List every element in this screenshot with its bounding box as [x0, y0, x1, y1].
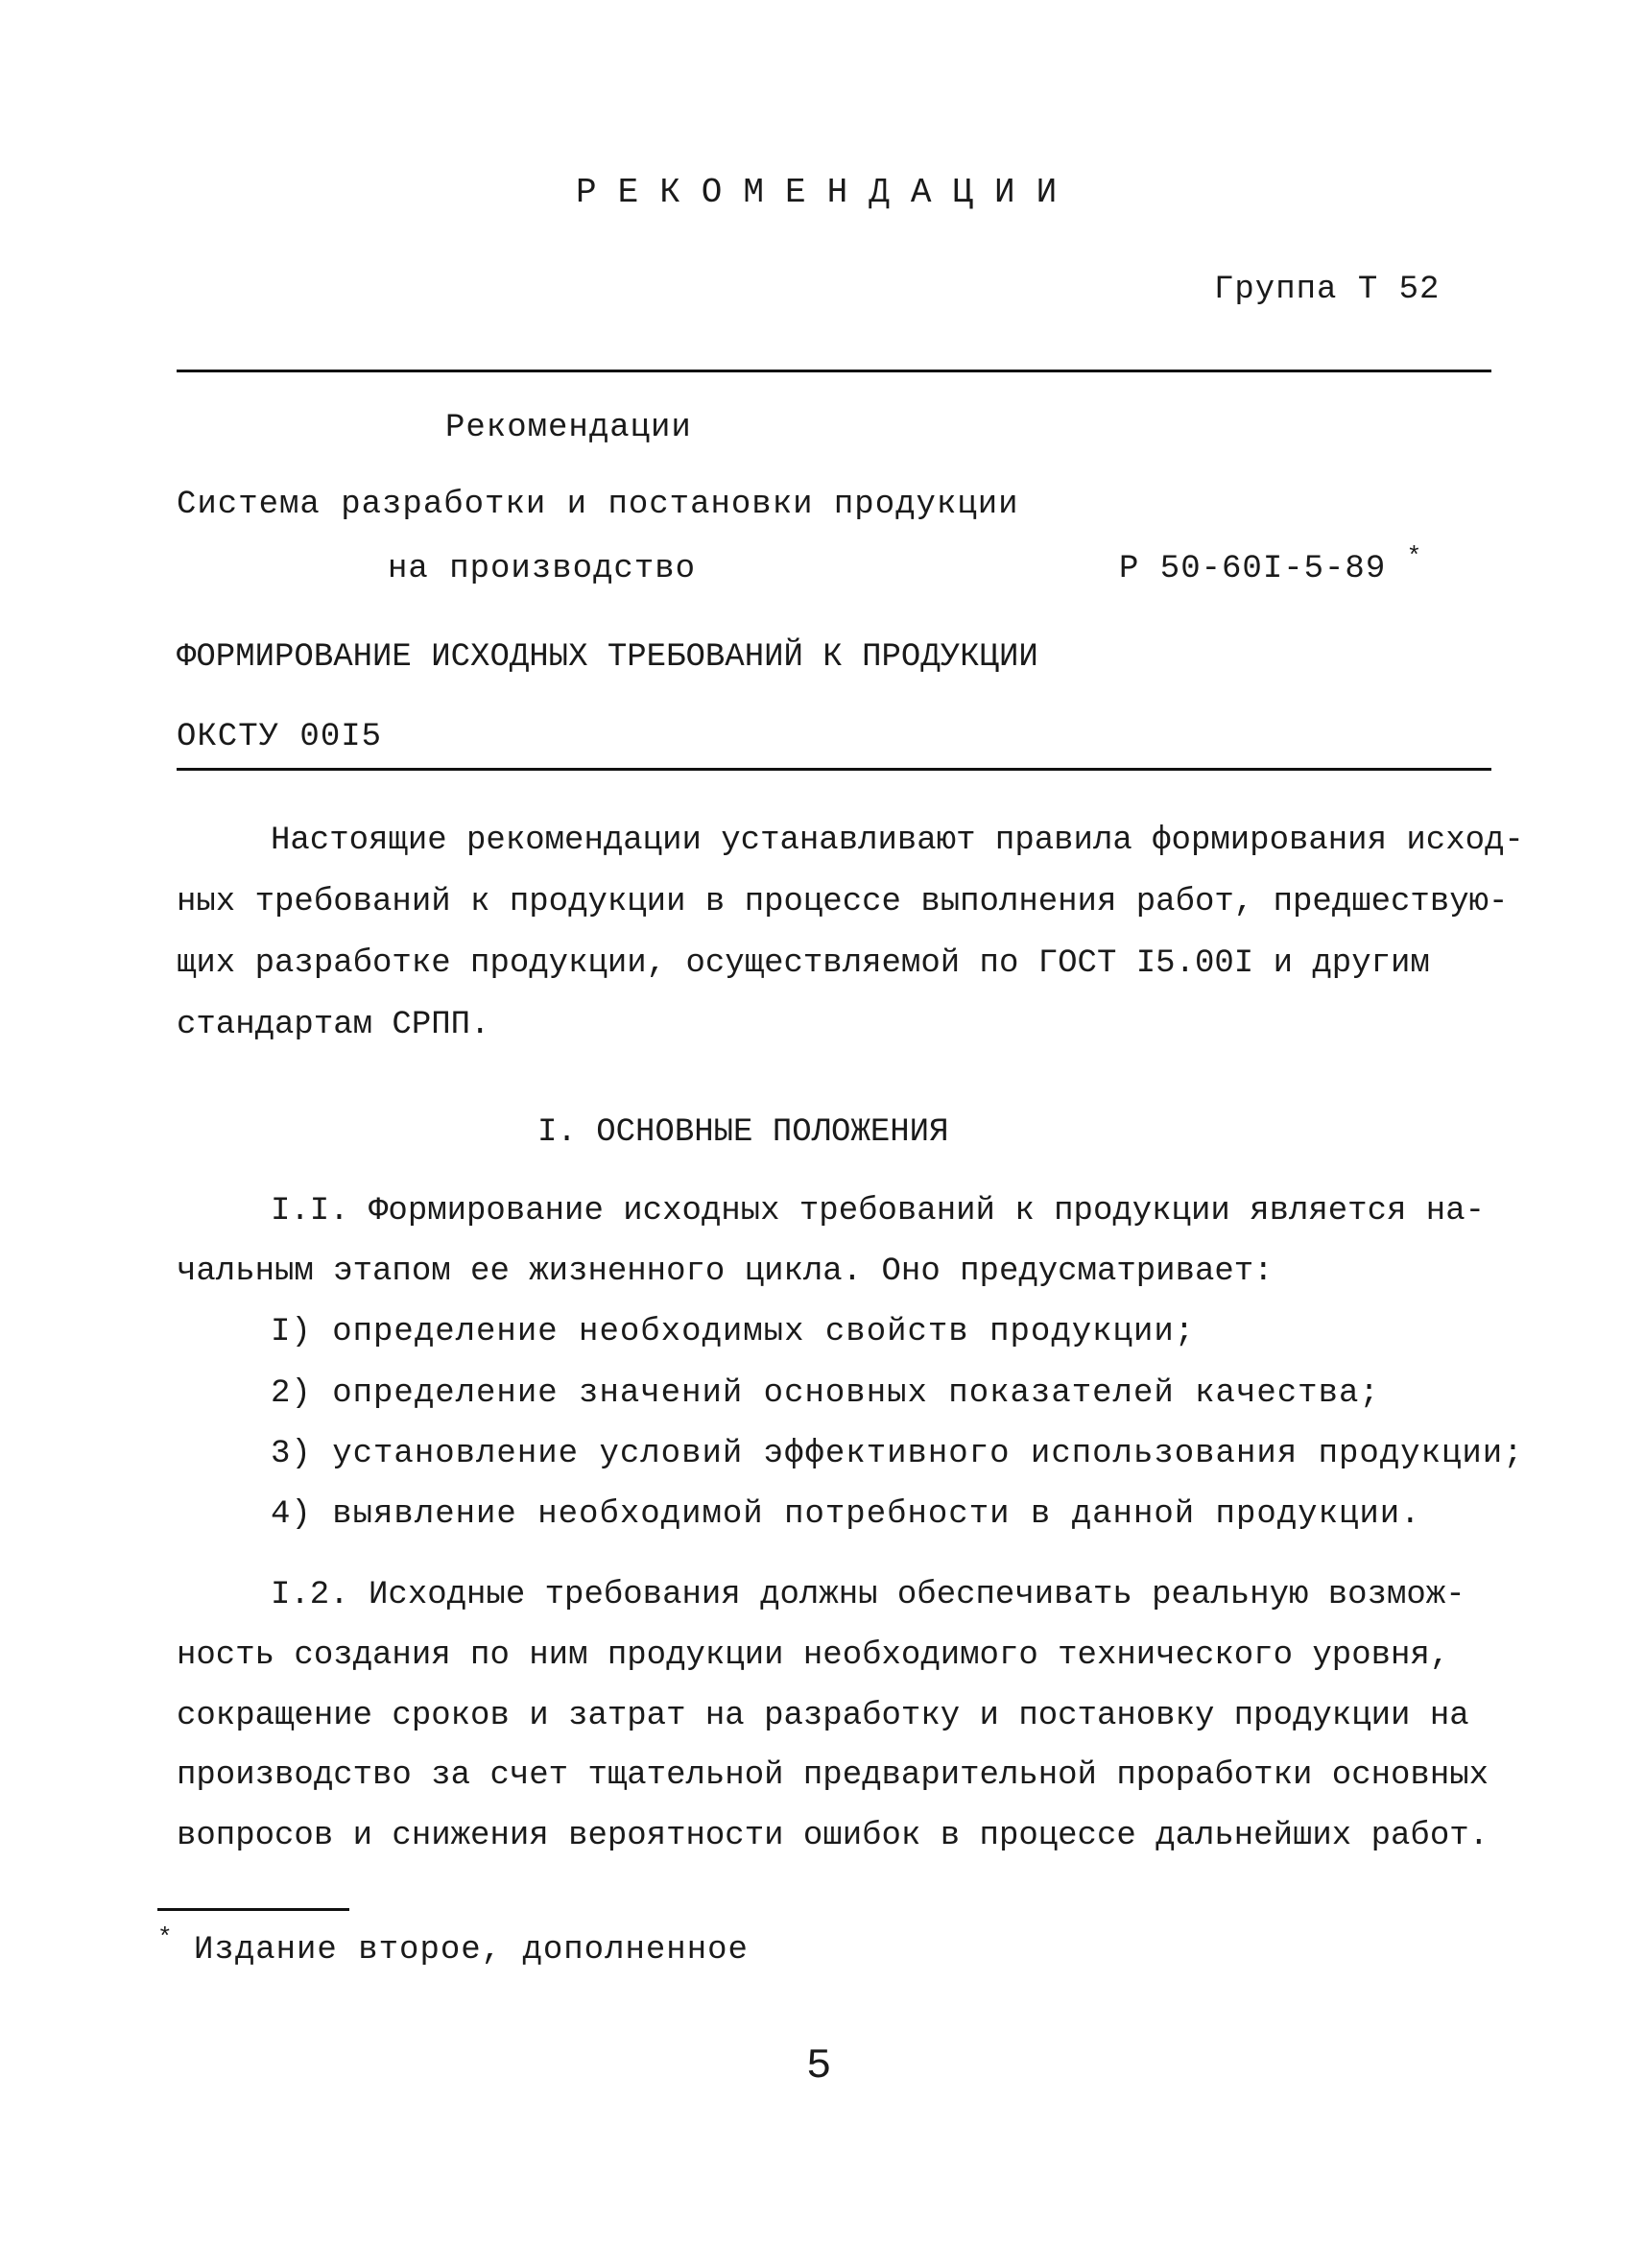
- intro-line: ных требований к продукции в процессе выполнения работ, предшествую-: [177, 884, 1509, 920]
- header-bottom-rule: [177, 768, 1491, 771]
- paragraph-1-2-line: производство за счет тщательной предварительной проработки основных: [177, 1757, 1489, 1794]
- paragraph-1-2-line: вопросов и снижения вероятности ошибок в процессе дальнейших работ.: [177, 1818, 1489, 1854]
- paragraph-1-2-line: ность создания по ним продукции необходимого технического уровня,: [177, 1637, 1450, 1674]
- page-heading: РЕКОМЕНДАЦИИ: [576, 173, 1079, 212]
- footnote-mark: *: [157, 1923, 174, 1952]
- page-number: 5: [806, 2042, 832, 2090]
- list-item: 3) установление условий эффективного использования продукции;: [271, 1436, 1524, 1472]
- intro-line: щих разработке продукции, осуществляемой по ГОСТ I5.00I и другим: [177, 945, 1430, 982]
- list-item: 2) определение значений основных показателей качества;: [271, 1375, 1380, 1412]
- list-item: 4) выявление необходимой потребности в данной продукции.: [271, 1496, 1421, 1533]
- system-line-1: Система разработки и постановки продукции: [177, 487, 1019, 523]
- paragraph-1-2-line: I.2. Исходные требования должны обеспечивать реальную возмож-: [271, 1577, 1465, 1613]
- footnote-text: Издание второе, дополненное: [194, 1932, 749, 1969]
- doc-kind: Рекомендации: [445, 410, 692, 446]
- okstu-code: ОКСТУ 00I5: [177, 719, 383, 755]
- group-label: Группа Т 52: [1214, 272, 1441, 308]
- paragraph-1-1-line: чальным этапом ее жизненного цикла. Оно предусматривает:: [177, 1253, 1274, 1290]
- list-item: I) определение необходимых свойств продукции;: [271, 1314, 1196, 1350]
- paragraph-1-1-line: I.I. Формирование исходных требований к продукции является на-: [271, 1193, 1486, 1229]
- footnote: [157, 1923, 749, 1970]
- top-rule: [177, 370, 1491, 372]
- doc-code: [1119, 542, 1423, 589]
- intro-line: стандартам СРПП.: [177, 1007, 490, 1043]
- footnote-rule: [157, 1908, 349, 1911]
- doc-code-text: Р 50-60I-5-89: [1119, 551, 1387, 587]
- doc-code-mark: *: [1406, 542, 1423, 571]
- intro-line: Настоящие рекомендации устанавливают правила формирования исход-: [271, 823, 1524, 859]
- doc-subject: ФОРМИРОВАНИЕ ИСХОДНЫХ ТРЕБОВАНИЙ К ПРОДУКЦИИ: [177, 639, 1038, 676]
- system-line-2: на производство: [388, 551, 697, 587]
- section-title: I. ОСНОВНЫЕ ПОЛОЖЕНИЯ: [537, 1114, 949, 1151]
- paragraph-1-2-line: сокращение сроков и затрат на разработку и постановку продукции на: [177, 1698, 1469, 1734]
